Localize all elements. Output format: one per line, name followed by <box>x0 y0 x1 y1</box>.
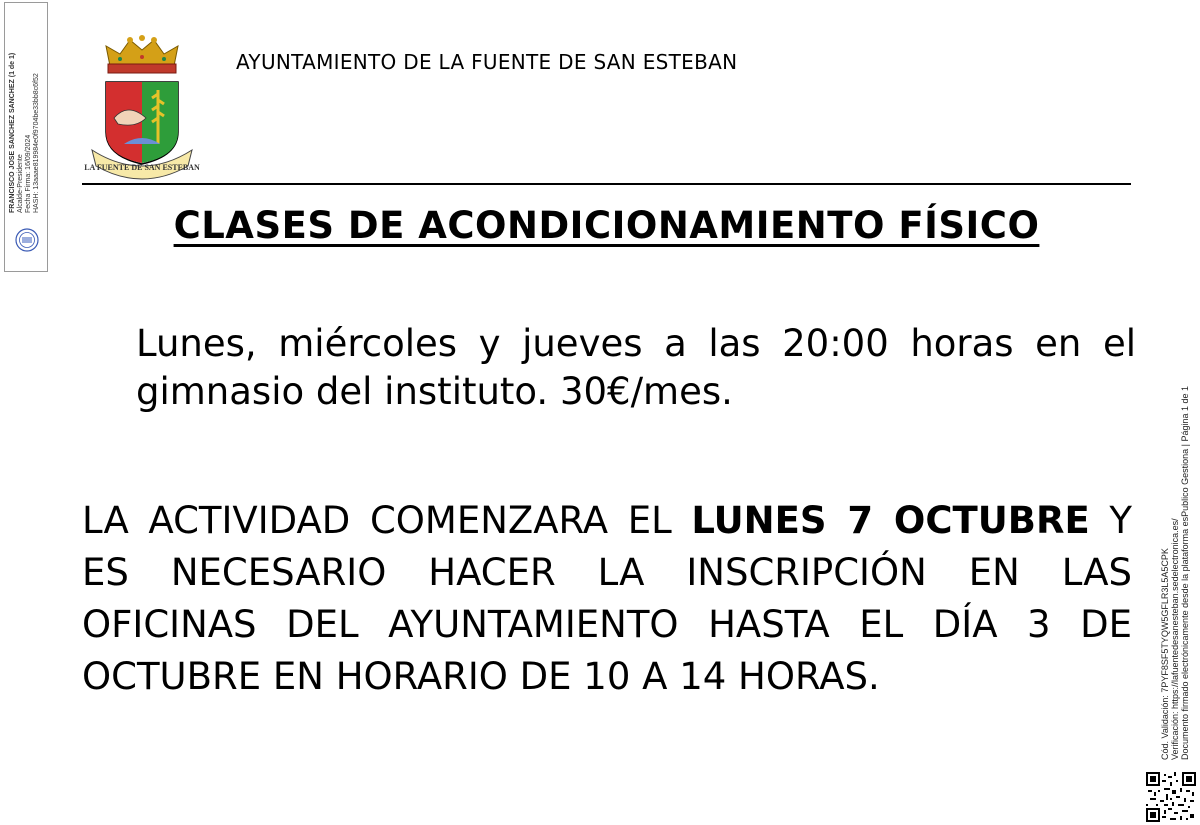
announcement-prefix: LA ACTIVIDAD COMENZARA EL <box>82 499 692 542</box>
verification-url: Verificación: https://lafuentedesanesteban.sedelectronica.es/ <box>1170 518 1180 760</box>
qr-code-icon <box>1146 772 1196 822</box>
validation-code: Cód. Validación: 7PYF8SF5TYQW5GFLR3L5A5CPK <box>1160 548 1170 760</box>
signer-role: Alcalde-Presidente <box>17 154 24 213</box>
announcement-suffix: Y ES NECESARIO HACER LA INSCRIPCIÓN EN LAS OFICINAS DEL AYUNTAMIENTO HASTA EL DÍA 3 DE OCTUBRE EN HORARIO DE 10 A 14 HORAS. <box>82 499 1132 698</box>
signature-date: Fecha Firma: 16/09/2024 <box>25 134 32 213</box>
crest-motto: LA FUENTE DE SAN ESTEBAN <box>84 163 200 172</box>
verification-text <box>1160 385 1190 760</box>
municipality-name: AYUNTAMIENTO DE LA FUENTE DE SAN ESTEBAN <box>236 50 738 74</box>
signer-name: FRANCISCO JOSE SANCHEZ SANCHEZ (1 de 1) <box>9 52 16 213</box>
start-date-highlight: LUNES 7 OCTUBRE <box>691 499 1090 542</box>
header-divider <box>82 183 1131 185</box>
schedule-text: Lunes, miércoles y jueves a las 20:00 horas en el gimnasio del instituto. 30€/mes. <box>136 322 1136 413</box>
signature-hash: HASH: 13aaae819984e0f9704be33bb8c6f52 <box>33 73 40 213</box>
platform-note: Documento firmado electrónicamente desde la plataforma esPublico Gestiona | Página 1 de 1 <box>1180 385 1190 760</box>
announcement-text <box>82 495 1132 703</box>
signature-text <box>9 3 41 213</box>
coat-of-arms-logo <box>84 32 200 182</box>
notice-title: CLASES DE ACONDICIONAMIENTO FÍSICO <box>173 204 1040 247</box>
